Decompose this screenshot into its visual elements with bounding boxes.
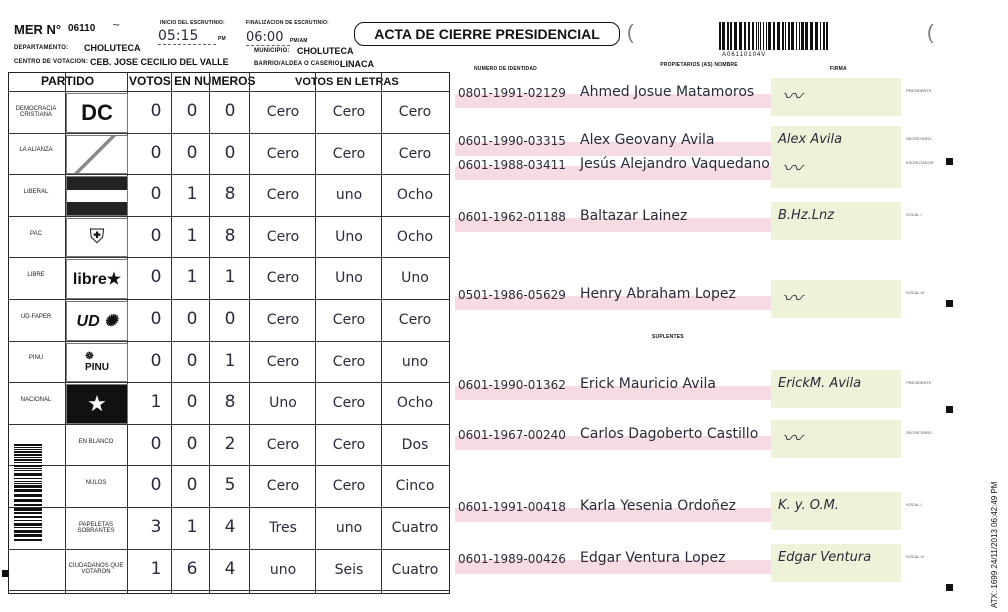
vote-digit: 0 <box>186 101 198 121</box>
barrio-label: BARRIO/ALDEA O CASERIO: <box>254 61 342 67</box>
vote-digit: 0 <box>150 309 162 329</box>
member-id: 0501-1986-05629 <box>458 288 566 302</box>
vote-word: Cero <box>266 187 300 204</box>
member-id: 0601-1991-00418 <box>458 500 566 514</box>
vote-digit: 1 <box>150 392 162 413</box>
table-column-rule <box>209 73 210 593</box>
vote-digit: 0 <box>150 350 162 371</box>
member-id: 0601-1989-00426 <box>458 552 566 566</box>
table-rule <box>9 549 449 550</box>
vote-digit: 0 <box>224 142 236 163</box>
vote-word: Cero <box>266 270 300 287</box>
member-name: Alex Geovany Avila <box>580 132 715 148</box>
inicio-label: INICIO DEL ESCRUTINIO: <box>160 20 225 26</box>
vote-digit: 0 <box>150 101 162 121</box>
table-rule <box>9 507 449 508</box>
vote-digit: 1 <box>186 225 198 246</box>
vote-word: Cero <box>398 312 432 328</box>
vote-word: Uno <box>401 270 429 287</box>
table-column-rule <box>315 73 316 593</box>
member-name: Edgar Ventura Lopez <box>580 550 726 566</box>
member-id: 0601-1990-01362 <box>458 378 566 392</box>
vote-digit: 6 <box>186 558 198 579</box>
party-logo-icon: libre★ <box>66 259 128 299</box>
member-role: SECRETARIO <box>906 136 932 141</box>
vote-digit: 0 <box>150 184 162 205</box>
member-role: PRESIDENTE <box>906 380 932 385</box>
party-logo-icon: ⛨ <box>66 218 128 258</box>
vote-digit: 8 <box>224 392 236 413</box>
vote-word: uno <box>335 520 363 536</box>
vote-word: Cero <box>266 104 300 120</box>
vote-word: Cero <box>332 478 366 495</box>
vote-word: Cero <box>266 228 300 245</box>
vote-digit: 0 <box>186 433 198 454</box>
party-logo-icon: UD ✺ <box>66 301 128 341</box>
vote-word: Ocho <box>396 395 434 412</box>
vote-word: Cero <box>332 145 366 162</box>
member-name: Karla Yesenia Ordoñez <box>580 498 737 514</box>
barrio-value: LINACA <box>340 59 374 69</box>
member-name: Baltazar Lainez <box>580 208 688 224</box>
vote-digit: 1 <box>186 184 198 205</box>
table-rule <box>9 133 449 134</box>
member-name: Carlos Dagoberto Castillo <box>580 426 759 442</box>
table-column-rule <box>249 73 250 593</box>
id-header: NUMERO DE IDENTIDAD <box>474 66 537 72</box>
vote-word: Cinco <box>395 478 435 495</box>
vote-word: Tres <box>269 520 297 536</box>
centro-value: CEB. JOSE CECILIO DEL VALLE <box>90 57 229 67</box>
vote-digit: 4 <box>224 517 236 537</box>
vote-word: Uno <box>335 270 363 287</box>
registration-mark <box>946 584 953 591</box>
member-id: 0801-1991-02129 <box>458 86 566 100</box>
party-label: DEMOCRACIA CRISTIANA <box>15 105 57 118</box>
party-label: LA ALIANZA <box>19 147 53 154</box>
member-role: VOCAL I <box>906 502 922 507</box>
vote-digit: 3 <box>150 517 162 537</box>
col-letras-header: VOTOS EN LETRAS <box>295 76 399 88</box>
summary-label: PAPELETAS SOBRANTES <box>77 521 115 534</box>
mer-label: MER N° <box>14 22 62 37</box>
vote-word: Cero <box>266 312 300 328</box>
vote-word: Cuatro <box>391 520 439 536</box>
member-role: PRESIDENTE <box>906 88 932 93</box>
party-label: LIBERAL <box>23 189 49 195</box>
table-rule <box>9 341 449 342</box>
departamento-label: DEPARTAMENTO: <box>14 45 69 51</box>
vote-word: Dos <box>401 436 429 453</box>
party-label: LIBRE <box>27 272 45 279</box>
party-label: PINU <box>28 355 44 362</box>
table-rule <box>9 465 449 466</box>
vote-word: Cero <box>266 145 300 162</box>
name-header: PROPIETARIOS (AS) NOMBRE <box>660 62 738 68</box>
party-logo-icon: DC <box>66 93 128 133</box>
firma-header: FIRMA <box>830 66 847 72</box>
vote-digit: 0 <box>150 267 162 288</box>
finalizacion-time: 06:00 <box>246 30 290 46</box>
vote-digit: 0 <box>186 309 198 329</box>
bracket-mark: ( <box>627 22 634 44</box>
vote-digit: 0 <box>186 350 198 371</box>
vote-digit: 0 <box>150 142 162 163</box>
vote-word: uno <box>335 187 363 204</box>
vote-word: Cero <box>332 104 366 120</box>
party-logo-icon <box>66 176 128 216</box>
vote-digit: 2 <box>224 433 236 454</box>
vote-word: Cero <box>332 312 366 328</box>
member-signature: ErickM. Avila <box>778 376 862 391</box>
vote-word: Cero <box>332 395 366 412</box>
vote-digit: 8 <box>224 184 236 205</box>
vote-digit: 0 <box>224 309 236 329</box>
col-partido-header: PARTIDO <box>41 74 95 88</box>
table-column-rule <box>381 73 382 593</box>
signature-scribble-icon: 〰 <box>782 156 802 180</box>
signature-scribble-icon: 〰 <box>782 426 802 450</box>
vote-digit: 1 <box>186 517 198 537</box>
member-id: 0601-1988-03411 <box>458 158 566 172</box>
centro-label: CENTRO DE VOTACION: <box>14 59 89 65</box>
col-numeros-header: VOTOS EN NUMEROS <box>129 74 256 88</box>
table-rule <box>9 216 449 217</box>
vote-digit: 4 <box>224 558 236 579</box>
table-rule <box>9 174 449 175</box>
registration-mark <box>946 406 953 413</box>
vote-word: Seis <box>334 561 364 578</box>
member-role: ESCRUTADOR <box>906 160 934 165</box>
party-label: PAC <box>30 230 42 237</box>
table-column-rule <box>171 73 172 593</box>
vote-word: Ocho <box>396 228 434 245</box>
mer-scribble: ~ <box>112 20 121 31</box>
vote-word: Cero <box>332 353 366 370</box>
vote-word: Cero <box>398 145 432 162</box>
vote-word: Cero <box>266 436 300 453</box>
table-rule <box>9 299 449 300</box>
member-name: Jesús Alejandro Vaquedano <box>580 156 770 172</box>
side-timestamp: ATX: 1699 24/11/2013 06:42:49 PM <box>990 481 999 608</box>
member-signature: Edgar Ventura <box>778 550 872 565</box>
member-role: VOCAL IV <box>906 554 925 559</box>
vote-digit: 0 <box>186 142 198 163</box>
member-id: 0601-1962-01188 <box>458 210 566 224</box>
party-logo-icon <box>66 135 128 175</box>
member-id: 0601-1967-00240 <box>458 428 566 442</box>
table-rule <box>9 590 449 591</box>
table-rule <box>9 257 449 258</box>
inicio-suffix: PM <box>218 36 226 42</box>
member-name: Ahmed Josue Matamoros <box>580 84 755 100</box>
registration-mark <box>2 570 9 577</box>
vote-word: uno <box>269 561 297 578</box>
municipio-value: CHOLUTECA <box>297 46 354 56</box>
vote-digit: 1 <box>186 267 198 288</box>
vote-digit: 0 <box>186 475 198 496</box>
party-label: UD-FAPER <box>20 313 52 320</box>
vote-digit: 1 <box>224 267 236 288</box>
member-role: VOCAL I <box>906 212 922 217</box>
vote-word: Ocho <box>396 187 434 204</box>
registration-mark <box>946 158 953 165</box>
signature-scribble-icon: 〰 <box>782 84 802 108</box>
vote-digit: 0 <box>186 392 198 413</box>
votes-table <box>8 72 450 594</box>
table-rule <box>9 91 449 92</box>
party-logo-icon: ☸ PINU <box>66 343 128 383</box>
inicio-time: 05:15 <box>158 28 216 45</box>
summary-label: CIUDADANOS QUE VOTARON <box>68 563 124 576</box>
vote-word: Uno <box>269 395 297 412</box>
vote-word: uno <box>401 353 429 370</box>
vote-digit: 0 <box>150 433 162 454</box>
departamento-value: CHOLUTECA <box>84 43 141 53</box>
barcode-text: A06110104V <box>722 52 767 58</box>
summary-label: EN BLANCO <box>78 438 114 445</box>
vote-word: Cero <box>266 353 300 370</box>
suplentes-label: SUPLENTES <box>652 334 684 340</box>
bracket-mark-right: ( <box>927 22 934 44</box>
member-name: Henry Abraham Lopez <box>580 286 736 302</box>
vote-digit: 8 <box>224 225 236 246</box>
member-signature: K. y. O.M. <box>778 498 839 513</box>
vote-word: Cuatro <box>391 561 439 578</box>
member-signature: Alex Avila <box>778 132 843 147</box>
member-role: VOCAL III <box>906 290 924 295</box>
signature-scribble-icon: 〰 <box>782 286 802 310</box>
vote-digit: 0 <box>150 225 162 246</box>
party-label: NACIONAL <box>20 397 52 403</box>
member-signature: B.Hz.Lnz <box>778 208 835 223</box>
summary-label: NULOS <box>85 480 107 487</box>
table-rule <box>9 382 449 383</box>
vote-word: Cero <box>332 436 366 453</box>
table-rule <box>9 424 449 425</box>
document-title: ACTA DE CIERRE PRESIDENCIAL <box>354 22 620 46</box>
vote-digit: 1 <box>224 350 236 371</box>
vote-word: Uno <box>335 228 363 245</box>
barcode-side <box>14 444 58 542</box>
vote-word: Cero <box>266 478 300 495</box>
member-role: SECRETARIO <box>906 430 932 435</box>
member-name: Erick Mauricio Avila <box>580 376 716 392</box>
vote-digit: 1 <box>150 558 162 579</box>
vote-word: Cero <box>398 104 432 120</box>
registration-mark <box>946 300 953 307</box>
vote-digit: 5 <box>224 475 236 496</box>
party-logo-icon: ★ <box>66 384 128 424</box>
vote-digit: 0 <box>150 475 162 496</box>
member-id: 0601-1990-03315 <box>458 134 566 148</box>
mer-number: 06110 <box>68 23 96 34</box>
finalizacion-label: FINALIZACION DE ESCRUTINIO: <box>246 20 329 26</box>
finalizacion-suffix: PM/AM <box>290 38 308 44</box>
municipio-label: MUNICIPIO: <box>254 48 290 54</box>
vote-digit: 0 <box>224 101 236 121</box>
